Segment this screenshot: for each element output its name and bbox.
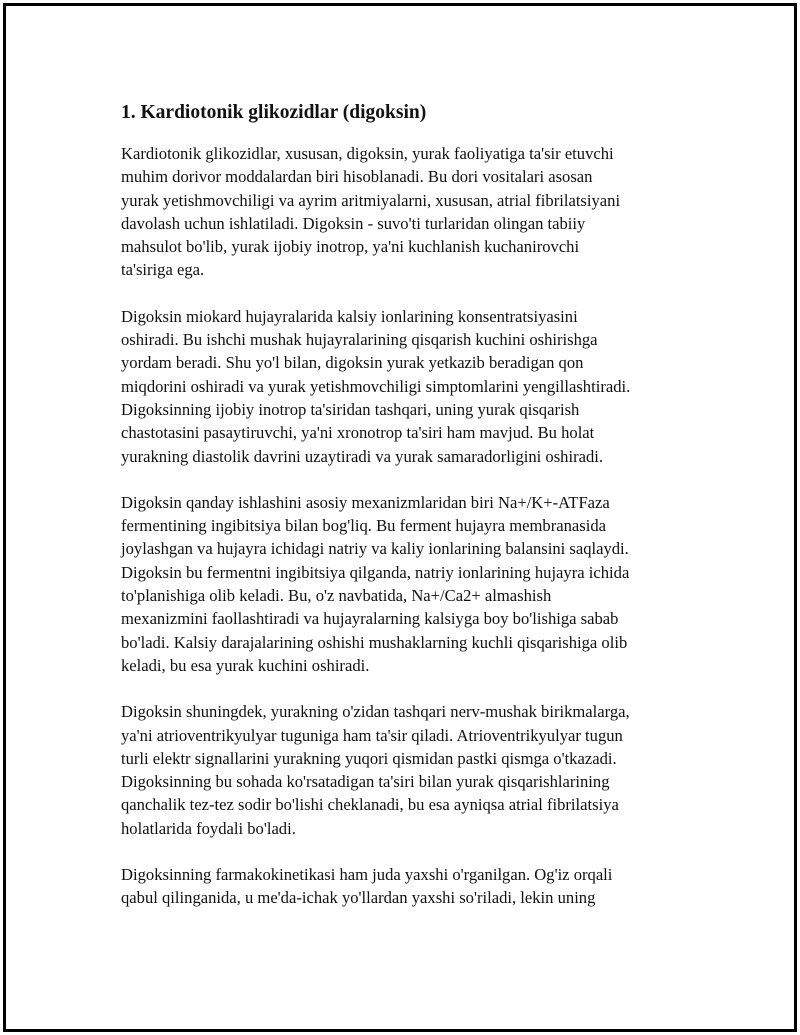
text-line: yurak yetishmovchiligi va ayrim aritmiyalarni, xususan, atrial fibrilatsiyani: [121, 190, 621, 210]
text-line: holatlarida foydali bo'ladi.: [121, 818, 296, 838]
text-line: fermentining ingibitsiya bilan bog'liq. Bu ferment hujayra membranasida: [121, 516, 607, 536]
text-line: mexanizmini faollashtiradi va hujayralarning kalsiyga boy bo'lishiga sabab: [121, 609, 619, 629]
section-heading: 1. Kardiotonik glikozidlar (digoksin): [121, 102, 427, 123]
text-line: to'planishiga olib keladi. Bu, o'z navbatida, Na+/Ca2+ almashish: [121, 586, 552, 606]
document-body: [121, 100, 706, 933]
text-line: Digoksin bu fermentni ingibitsiya qilganda, natriy ionlarining hujayra ichida: [121, 562, 630, 582]
text-line: bo'ladi. Kalsiy darajalarining oshishi mushaklarning kuchli qisqarishiga olib: [121, 632, 628, 652]
text-line: turli elektr signallarini yurakning yuqori qismidan pastki qismga o'tkazadi.: [121, 748, 617, 768]
paragraph-4: [121, 700, 706, 840]
text-line: qanchalik tez-tez sodir bo'lishi cheklanadi, bu esa ayniqsa atrial fibrilatsiya: [121, 795, 619, 815]
paragraph-3: [121, 491, 706, 677]
text-line: Digoksin shuningdek, yurakning o'zidan tashqari nerv-mushak birikmalarga,: [121, 702, 630, 722]
text-line: yordam beradi. Shu yo'l bilan, digoksin yurak yetkazib beradigan qon: [121, 353, 584, 373]
text-line: keladi, bu esa yurak kuchini oshiradi.: [121, 655, 370, 675]
text-line: oshiradi. Bu ishchi mushak hujayralarining qisqarish kuchini oshirishga: [121, 330, 598, 350]
paragraph-2: [121, 305, 706, 468]
text-line: davolash uchun ishlatiladi. Digoksin - suvo'ti turlaridan olingan tabiiy: [121, 213, 586, 233]
text-line: Digoksin qanday ishlashini asosiy mexanizmlaridan biri Na+/K+-ATFaza: [121, 492, 610, 512]
text-line: ta'siriga ega.: [121, 260, 205, 280]
text-line: Digoksinning ijobiy inotrop ta'siridan tashqari, uning yurak qisqarish: [121, 399, 580, 419]
text-line: mahsulot bo'lib, yurak ijobiy inotrop, ya'ni kuchlanish kuchanirovchi: [121, 237, 580, 257]
paragraph-1: [121, 142, 706, 282]
text-line: miqdorini oshiradi va yurak yetishmovchiligi simptomlarini yengillashtiradi.: [121, 376, 631, 396]
text-line: chastotasini pasaytiruvchi, ya'ni xronotrop ta'siri ham mavjud. Bu holat: [121, 423, 595, 443]
text-line: joylashgan va hujayra ichidagi natriy va kaliy ionlarining balansini saqlaydi.: [121, 539, 629, 559]
text-line: qabul qilinganida, u me'da-ichak yo'llardan yaxshi so'riladi, lekin uning: [121, 888, 596, 908]
text-line: Digoksinning farmakokinetikasi ham juda yaxshi o'rganilgan. Og'iz orqali: [121, 865, 613, 885]
text-line: Digoksinning bu sohada ko'rsatadigan ta'siri bilan yurak qisqarishlarining: [121, 772, 610, 792]
page-frame: [3, 3, 797, 1032]
text-line: Digoksin miokard hujayralarida kalsiy ionlarining konsentratsiyasini: [121, 306, 578, 326]
text-line: muhim dorivor moddalardan biri hisoblanadi. Bu dori vositalari asosan: [121, 167, 593, 187]
paragraph-5: [121, 863, 706, 910]
text-line: Kardiotonik glikozidlar, xususan, digoksin, yurak faoliyatiga ta'sir etuvchi: [121, 144, 614, 163]
text-line: yurakning diastolik davrini uzaytiradi va yurak samaradorligini oshiradi.: [121, 446, 604, 466]
text-line: ya'ni atrioventrikyulyar tuguniga ham ta'sir qiladi. Atrioventrikyulyar tugun: [121, 725, 623, 745]
